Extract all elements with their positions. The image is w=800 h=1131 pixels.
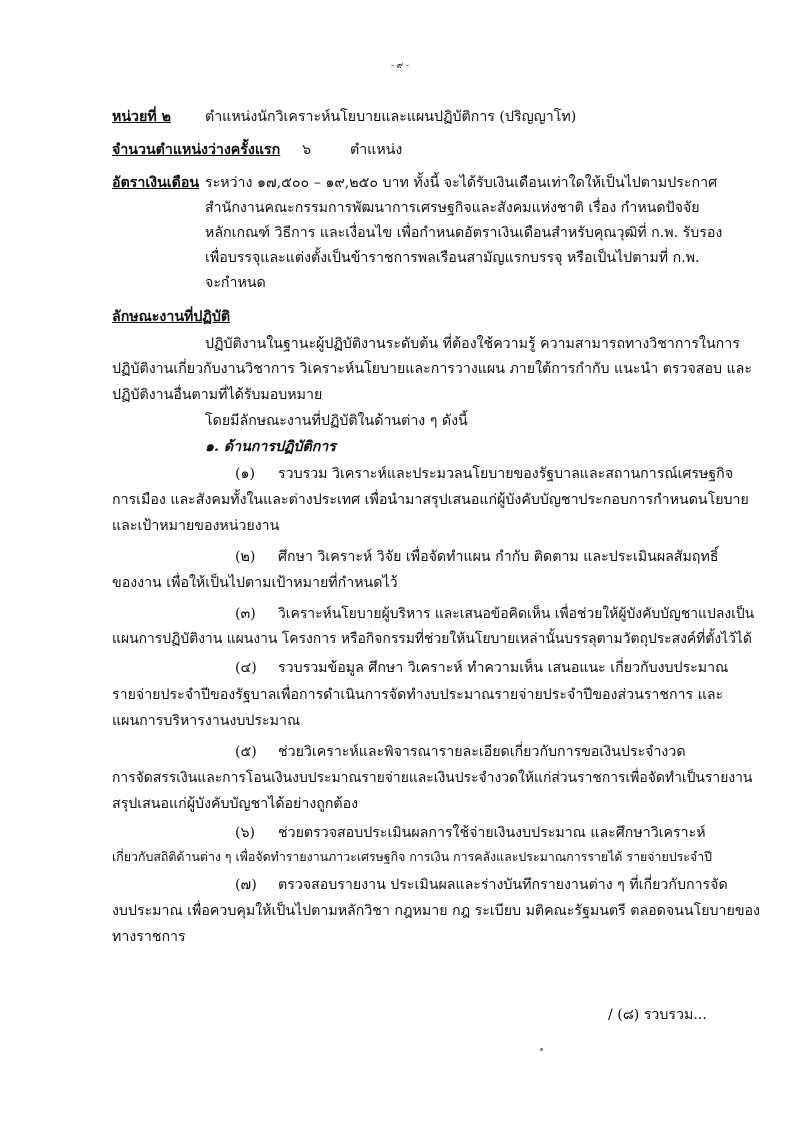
item-number: (๔) xyxy=(235,660,257,676)
item-text: ของงาน เพื่อให้เป็นไปตามเป้าหมายที่กำหนดไว้ xyxy=(112,575,398,591)
item-text: รายจ่ายประจำปีของรัฐบาลเพื่อการดำเนินการจัดทำงบประมาณรายจ่ายประจำปีของส่วนราชการ และ xyxy=(112,687,724,703)
duties-intro-line: ปฏิบัติงานอื่นตามที่ได้รับมอบหมาย xyxy=(112,387,323,403)
salary-line: เพื่อบรรจุและแต่งตั้งเป็นข้าราชการพลเรือนสามัญแรกบรรจุ หรือเป็นไปตามที่ ก.พ. xyxy=(205,250,700,266)
item-text: ทางราชการ xyxy=(112,929,186,945)
vacancy-label: จำนวนตำแหน่งว่างครั้งแรก xyxy=(112,142,281,158)
unit-label: หน่วยที่ ๒ xyxy=(112,109,171,125)
item-text: การจัดสรรเงินและการโอนเงินงบประมาณรายจ่ายและเงินประจำงวดให้แก่ส่วนราชการเพื่อจัดทำเป็นรายงาน xyxy=(112,770,753,786)
section-title: ๑. ด้านการปฏิบัติการ xyxy=(205,439,336,455)
item-text: งบประมาณ เพื่อควบคุมให้เป็นไปตามหลักวิชา กฎหมาย กฎ ระเบียบ มติคณะรัฐมนตรี ตลอดจนนโยบายของ xyxy=(112,903,760,919)
item-number: (๕) xyxy=(235,744,257,760)
item-number: (๖) xyxy=(235,825,256,841)
duties-intro-line: ปฏิบัติงานเกี่ยวกับงานวิชาการ วิเคราะห์นโยบายและการวางแผน ภายใต้การกำกับ แนะนำ ตรวจสอบ และ xyxy=(112,361,752,377)
salary-label: อัตราเงินเดือน xyxy=(112,175,200,191)
item-text: ช่วยตรวจสอบประเมินผลการใช้จ่ายเงินงบประมาณ และศึกษาวิเคราะห์ xyxy=(278,825,706,841)
item-number: (๑) xyxy=(235,466,256,482)
item-text: รวบรวมข้อมูล ศึกษา วิเคราะห์ ทำความเห็น เสนอแนะ เกี่ยวกับงบประมาณ xyxy=(278,660,729,676)
item-text: วิเคราะห์นโยบายผู้บริหาร และเสนอข้อคิดเห็น เพื่อช่วยให้ผู้บังคับบัญชาแปลงเป็น xyxy=(278,606,755,622)
salary-line: ระหว่าง ๑๗,๕๐๐ – ๑๙,๒๕๐ บาท ทั้งนี้ จะได้รับเงินเดือนเท่าใดให้เป็นไปตามประกาศ xyxy=(205,175,718,191)
duties-intro2: โดยมีลักษณะงานที่ปฏิบัติในด้านต่าง ๆ ดังนี้ xyxy=(205,413,468,429)
item-text: เกี่ยวกับสถิติด้านต่าง ๆ เพื่อจัดทำรายงานภาวะเศรษฐกิจ การเงิน การคลังและประมาณการรายได้ รายจ่ายประจำปี xyxy=(112,849,713,864)
duties-heading: ลักษณะงานที่ปฏิบัติ xyxy=(112,309,231,325)
scan-dot xyxy=(540,1048,543,1051)
continuation-marker: / (๘) รวบรวม... xyxy=(608,1007,707,1023)
item-text: ศึกษา วิเคราะห์ วิจัย เพื่อจัดทำแผน กำกับ ติดตาม และประเมินผลสัมฤทธิ์ xyxy=(278,549,719,565)
vacancy-unit: ตำแหน่ง xyxy=(350,142,403,158)
duties-intro-line: ปฏิบัติงานในฐานะผู้ปฏิบัติงานระดับต้น ที่ต้องใช้ความรู้ ความสามารถทางวิชาการในการ xyxy=(205,336,740,352)
item-number: (๗) xyxy=(235,877,257,893)
vacancy-count: ๖ xyxy=(302,142,312,158)
page-number: - ๙ - xyxy=(391,61,409,71)
item-number: (๒) xyxy=(235,549,256,565)
item-text: การเมือง และสังคมทั้งในและต่างประเทศ เพื่อนำมาสรุปเสนอแก่ผู้บังคับบัญชาประกอบการกำหนดนโยบาย xyxy=(112,492,749,508)
salary-line: สำนักงานคณะกรรมการพัฒนาการเศรษฐกิจและสังคมแห่งชาติ เรื่อง กำหนดปัจจัย xyxy=(205,200,700,216)
item-number: (๓) xyxy=(235,606,256,622)
item-text: รวบรวม วิเคราะห์และประมวลนโยบายของรัฐบาลและสถานการณ์เศรษฐกิจ xyxy=(278,466,734,482)
item-text: ช่วยวิเคราะห์และพิจารณารายละเอียดเกี่ยวกับการขอเงินประจำงวด xyxy=(278,744,686,760)
item-text: สรุปเสนอแก่ผู้บังคับบัญชาได้อย่างถูกต้อง xyxy=(112,796,359,812)
item-text: ตรวจสอบรายงาน ประเมินผลและร่างบันทึกรายงานต่าง ๆ ที่เกี่ยวกับการจัด xyxy=(278,877,728,893)
item-text: แผนการบริหารงานงบประมาณ xyxy=(112,713,301,729)
salary-line: หลักเกณฑ์ วิธีการ และเงื่อนไข เพื่อกำหนดอัตราเงินเดือนสำหรับคุณวุฒิที่ ก.พ. รับรอง xyxy=(205,225,723,241)
item-text: และเป้าหมายของหน่วยงาน xyxy=(112,518,280,534)
unit-title: ตำแหน่งนักวิเคราะห์นโยบายและแผนปฏิบัติการ (ปริญญาโท) xyxy=(205,109,577,125)
salary-line: จะกำหนด xyxy=(205,275,266,291)
item-text: แผนการปฏิบัติงาน แผนงาน โครงการ หรือกิจกรรมที่ช่วยให้นโยบายเหล่านั้นบรรลุตามวัตถุประสงค์ที่ตั้งไว้ได้ xyxy=(112,631,752,647)
